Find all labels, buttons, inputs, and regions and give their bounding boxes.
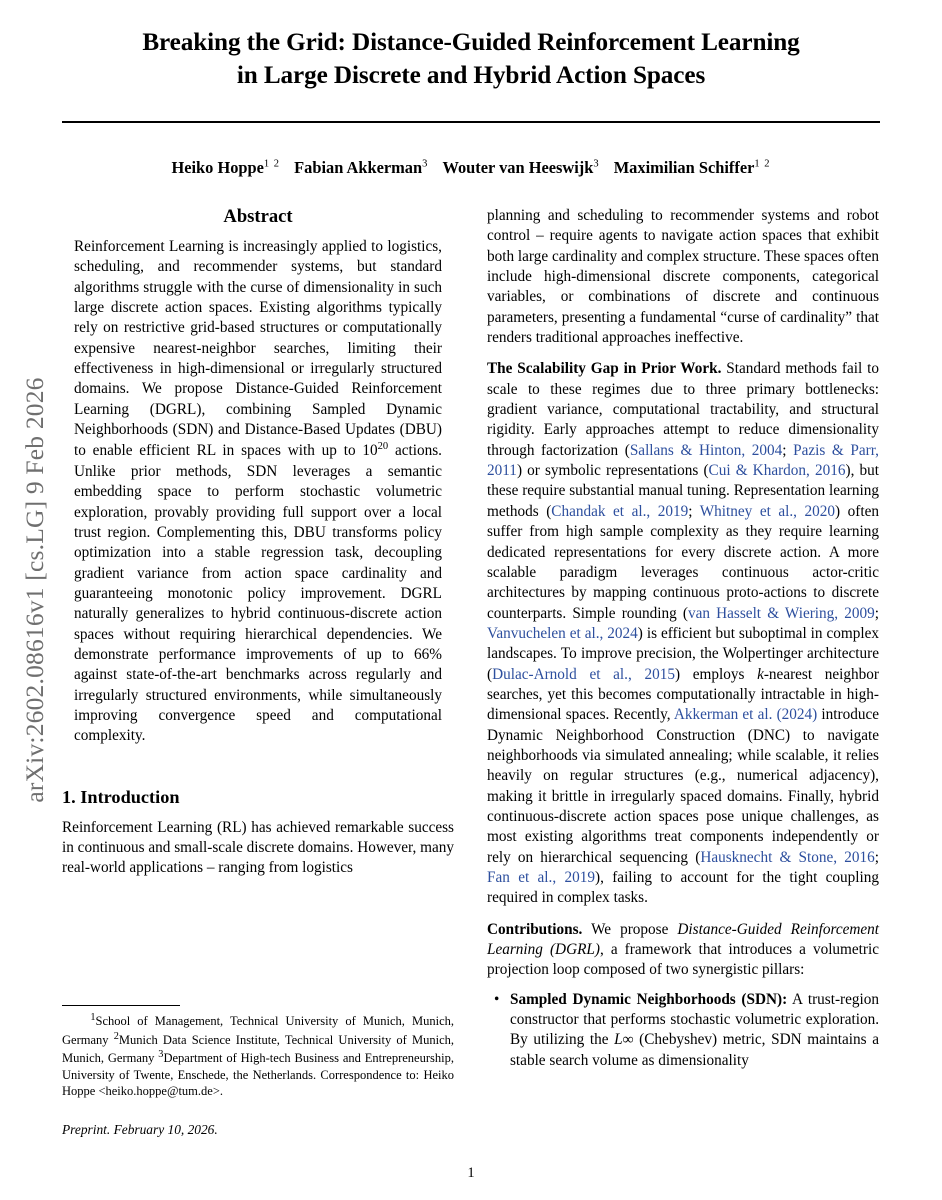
- introduction-paragraph-1-continued: planning and scheduling to recommender systems and robot control – require agents to navigate action spaces that exhibit both large cardinality and complex structure. These spaces often include high-dimensional discrete components, categorical variables, or combinations of discrete and continuous parameters, presenting a fundamental “curse of cardinality” that renders traditional approaches ineffective.: [487, 207, 879, 347]
- sg-t6: ) often suffer from high sample complexity as they require learning dedicated representations for every discrete action. A more scalable paradigm leverages continuous actor-critic architectures by mapping continuous proto-actions to discrete counterparts. Simple rounding (: [487, 502, 879, 622]
- bullet-t2: (Chebyshev) metric, SDN maintains a stable search volume as dimensionality: [510, 1031, 879, 1069]
- contrib-emphasis: Distance-Guided Reinforcement Learning (DGRL): [487, 920, 879, 959]
- introduction-heading: 1. Introduction: [62, 786, 180, 807]
- citation-link[interactable]: Cui & Khardon, 2016: [708, 462, 846, 480]
- sg-t8: ) is efficient but suboptimal in complex landscapes. To improve precision, the Wolpertinger architecture (: [487, 624, 879, 683]
- author-name: Maximilian Schiffer: [613, 157, 755, 177]
- page-title: [62, 27, 880, 93]
- contrib-t1: We propose: [582, 920, 678, 938]
- arxiv-stamp: [0, 0, 49, 1200]
- author-affiliation-marker: 3: [422, 158, 429, 170]
- citation-link[interactable]: van Hasselt & Wiering, 2009: [687, 604, 875, 622]
- author-list: [62, 158, 880, 178]
- sg-t3: ) or symbolic representations (: [516, 462, 709, 480]
- author-name: Fabian Akkerman: [294, 157, 423, 177]
- footnote-marker-1: 1: [90, 1012, 96, 1024]
- abstract-heading: Abstract: [223, 206, 293, 227]
- citation-link[interactable]: Akkerman et al. (2024): [673, 706, 818, 724]
- sg-t13: ), failing to account for the tight coupling required in complex tasks.: [487, 869, 879, 907]
- bullet-t1: A trust-region constructor that performs stochastic volumetric exploration. By utilizing the: [510, 990, 879, 1049]
- sg-t7: ;: [874, 604, 879, 622]
- abstract-part-2: actions. Unlike prior methods, SDN leverages a semantic embedding space to perform stochastic volumetric exploration, provably providing full support over a local trust region. Complementing this, DBU transforms policy optimization into a stable regression task, decoupling gradient variance from action space cardinality and guaranteeing monotonic policy improvement. DGRL naturally generalizes to hybrid continuous-discrete action spaces without requiring hierarchical dependencies. We demonstrate performance improvements of up to 66% against state-of-the-art benchmarks across regularly and irregularly structured environments, while simultaneously improving convergence speed and computational complexity.: [74, 442, 442, 745]
- author-entry: [614, 158, 771, 177]
- paper-page: [62, 0, 880, 1200]
- title-block: [62, 0, 880, 178]
- abstract-exponent: 20: [377, 441, 389, 453]
- scalability-gap-runin-heading: The Scalability Gap in Prior Work.: [487, 360, 722, 378]
- abstract-section: [62, 206, 454, 747]
- abstract-part-1: Reinforcement Learning is increasingly applied to logistics, scheduling, and recommender systems, but standard algorithms struggle with the curse of dimensionality in such large discrete action spaces. Existing algorithms typically rely on restrictive grid-based structures or computationally expensive nearest-neighbor searches, limiting their effectiveness in high-dimensional or irregularly structured domains. We propose Distance-Guided Reinforcement Learning (DGRL), combining Sampled Dynamic Neighborhoods (SDN) and Distance-Based Updates (DBU) to enable efficient RL in spaces with up to 10: [74, 238, 442, 460]
- sg-t4: ), but these require substantial manual tuning. Representation learning methods (: [487, 462, 879, 520]
- title-line-2: in Large Discrete and Hybrid Action Spaces: [236, 61, 706, 89]
- sg-t9: ) employs: [674, 665, 758, 683]
- sg-t10: -nearest neighbor searches, yet this becomes computationally intractable in high-dimensional spaces. Recently,: [487, 665, 879, 724]
- sg-t11: introduce Dynamic Neighborhood Construction (DNC) to navigate neighborhoods via simulated annealing; while scalable, it relies heavily on regular structures (e.g., numerical adjacency), making it brittle in irregularly spaced domains. Finally, hybrid continuous-discrete action spaces pose unique challenges, as most existing algorithms treat components independently or rely on hierarchical sequencing (: [487, 706, 879, 866]
- author-affiliation-marker: 1 2: [263, 158, 281, 170]
- title-line-1: Breaking the Grid: Distance-Guided Reinforcement Learning: [142, 29, 800, 56]
- citation-link[interactable]: Sallans & Hinton, 2004: [629, 441, 783, 459]
- author-name: Wouter van Heeswijk: [442, 157, 594, 177]
- two-column-body: [62, 206, 880, 1186]
- right-column: [487, 206, 879, 1186]
- footnote-affil-2: Munich Data Science Institute, Technical University of Munich, Munich, Germany: [62, 1032, 454, 1066]
- footnote-marker-2: 2: [113, 1030, 119, 1042]
- bullet-bold-label: Sampled Dynamic Neighborhoods (SDN):: [510, 990, 788, 1008]
- author-entry: [294, 158, 428, 177]
- citation-link[interactable]: Pazis & Parr, 2011: [487, 441, 879, 480]
- sg-t1: Standard methods fail to scale to these regimes due to three primary bottlenecks: gradient variance, computational tractability, and structural rigidity. Early approaches attempt to reduce dimensionality through factorization (: [487, 360, 879, 459]
- affiliation-footnote: [62, 1011, 454, 1099]
- math-l-infinity: L∞: [614, 1031, 634, 1049]
- contributions-runin-heading: Contributions.: [487, 920, 583, 938]
- author-affiliation-marker: 3: [593, 158, 600, 170]
- list-item: [507, 990, 879, 1071]
- arxiv-id-text: arXiv:2602.08616v1 [cs.LG] 9 Feb 2026: [20, 377, 49, 803]
- preprint-date-line: Preprint. February 10, 2026.: [62, 1122, 218, 1137]
- footnote-marker-3: 3: [158, 1049, 164, 1061]
- citation-link[interactable]: Dulac-Arnold et al., 2015: [492, 665, 675, 683]
- title-divider: [62, 121, 880, 123]
- introduction-paragraph-1: Reinforcement Learning (RL) has achieved remarkable success in continuous and small-scale discrete domains. However, many real-world applications – ranging from logistics: [62, 818, 454, 877]
- citation-link[interactable]: Fan et al., 2019: [487, 869, 595, 886]
- citation-link[interactable]: Whitney et al., 2020: [699, 502, 836, 520]
- sg-t12: ;: [874, 848, 879, 866]
- contributions-paragraph: [487, 920, 879, 981]
- contrib-t2: , a framework that introduces a volumetric projection loop composed of two synergistic pillars:: [487, 941, 880, 979]
- math-variable-k: k: [757, 665, 764, 683]
- left-column: [62, 206, 454, 1186]
- scalability-gap-paragraph: [487, 359, 879, 908]
- footnote-block: [62, 1005, 454, 1138]
- page-number: 1: [467, 1165, 475, 1181]
- footnote-affil-1: School of Management, Technical University of Munich, Munich, Germany: [62, 1014, 454, 1047]
- author-entry: [171, 158, 280, 177]
- citation-link[interactable]: Chandak et al., 2019: [551, 502, 689, 520]
- sg-t2: ;: [782, 441, 794, 459]
- abstract-text: [74, 237, 442, 747]
- contributions-bullet-list: [487, 990, 879, 1071]
- footnote-affil-3: Department of High-tech Business and Entrepreneurship, University of Twente, Enschede, the Netherlands. Correspondence to: Heiko Hoppe <heiko.hoppe@tum.de>.: [62, 1051, 454, 1098]
- citation-link[interactable]: Vanvuchelen et al., 2024: [487, 624, 638, 642]
- author-name: Heiko Hoppe: [171, 157, 264, 177]
- author-entry: [442, 158, 599, 177]
- citation-link[interactable]: Hausknecht & Stone, 2016: [700, 848, 875, 866]
- author-affiliation-marker: 1 2: [754, 158, 771, 170]
- sg-t5: ;: [688, 502, 700, 520]
- footnote-divider: [62, 1005, 180, 1006]
